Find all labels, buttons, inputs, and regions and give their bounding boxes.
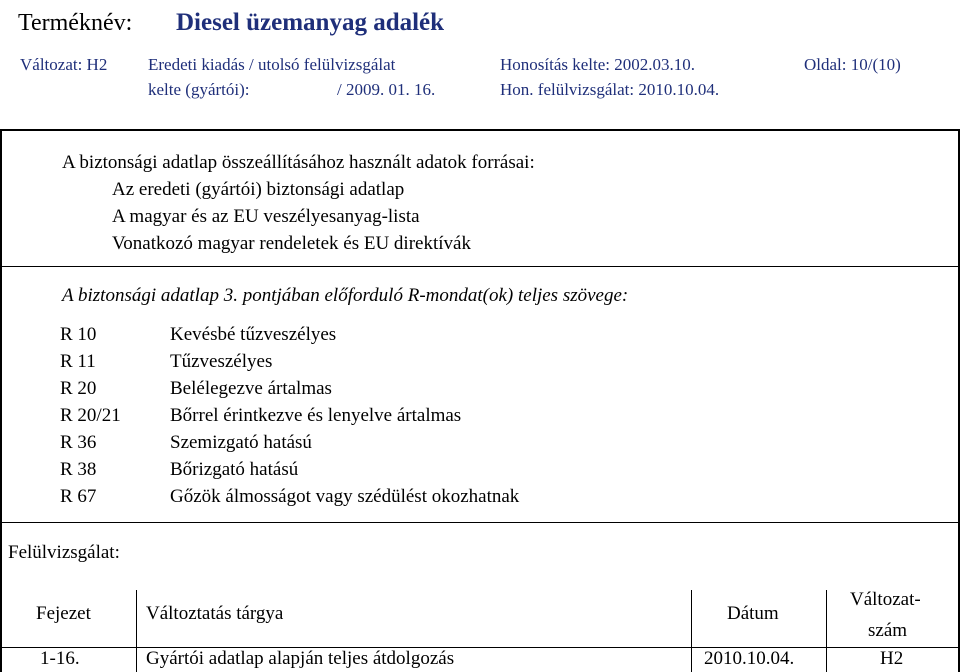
r-phrase-code: R 36: [60, 432, 97, 453]
r-phrase-code: R 20/21: [60, 405, 121, 426]
r-phrase-code: R 10: [60, 324, 97, 345]
r-phrase-text: Bőrrel érintkezve és lenyelve ártalmas: [170, 405, 462, 426]
table-cell-date: 2010.10.04.: [704, 648, 795, 669]
table-col-divider: [691, 590, 692, 672]
column-header-subject: Változtatás tárgya: [146, 603, 284, 624]
r-phrase-code: R 67: [60, 486, 97, 507]
r-phrase-code: R 20: [60, 378, 97, 399]
section-divider: [2, 522, 958, 523]
version-label: Változat: H2: [20, 55, 108, 74]
sources-title: A biztonsági adatlap összeállításához használt adatok forrásai:: [62, 152, 535, 173]
table-cell-chapter: 1-16.: [40, 648, 80, 669]
column-header-chapter: Fejezet: [36, 603, 91, 624]
source-item: Vonatkozó magyar rendeletek és EU direktívák: [112, 233, 471, 254]
product-name-label: Terméknév:: [18, 10, 133, 36]
r-phrase-text: Kevésbé tűzveszélyes: [170, 324, 337, 345]
r-phrases-title: A biztonsági adatlap 3. pontjában előforduló R-mondat(ok) teljes szövege:: [62, 285, 629, 306]
box-top-border: [0, 129, 960, 131]
table-cell-version: H2: [880, 648, 904, 669]
box-left-border: [0, 129, 2, 672]
product-name: Diesel üzemanyag adalék: [176, 9, 445, 36]
r-phrase-text: Gőzök álmosságot vagy szédülést okozhatnak: [170, 486, 520, 507]
column-header-version-line2: szám: [868, 620, 908, 641]
source-item: Az eredeti (gyártói) biztonsági adatlap: [112, 179, 405, 200]
r-phrase-code: R 11: [60, 351, 96, 372]
manufacturer-date-label: kelte (gyártói):: [148, 80, 250, 99]
column-header-version: Változat-: [850, 589, 921, 610]
manufacturer-date: / 2009. 01. 16.: [337, 80, 436, 99]
table-cell-subject: Gyártói adatlap alapján teljes átdolgozás: [146, 648, 455, 669]
approval-date: Honosítás kelte: 2002.03.10.: [500, 55, 696, 74]
table-row-divider: [0, 647, 960, 648]
table-col-divider: [136, 590, 137, 672]
r-phrase-text: Belélegezve ártalmas: [170, 378, 332, 399]
page-number: Oldal: 10/(10): [804, 55, 901, 74]
review-label: Felülvizsgálat:: [8, 542, 120, 563]
issue-label: Eredeti kiadás / utolsó felülvizsgálat: [148, 55, 396, 74]
source-item: A magyar és az EU veszélyesanyag-lista: [112, 206, 420, 227]
r-phrase-code: R 38: [60, 459, 97, 480]
r-phrase-text: Bőrizgató hatású: [170, 459, 299, 480]
column-header-date: Dátum: [727, 603, 779, 624]
section-divider: [2, 266, 958, 267]
r-phrase-text: Szemizgató hatású: [170, 432, 312, 453]
table-col-divider: [826, 590, 827, 672]
r-phrase-text: Tűzveszélyes: [170, 351, 273, 372]
hu-review-date: Hon. felülvizsgálat: 2010.10.04.: [500, 80, 720, 99]
